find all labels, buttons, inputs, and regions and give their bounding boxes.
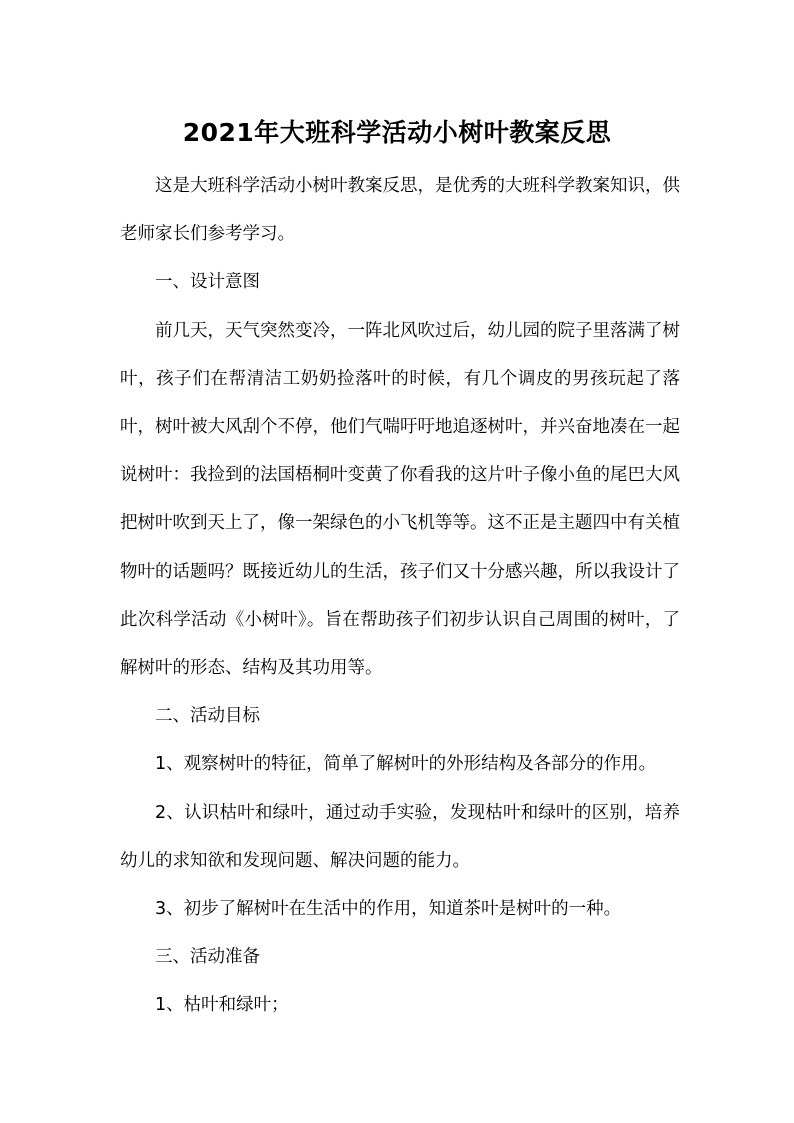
intro-paragraph: 这是大班科学活动小树叶教案反思，是优秀的大班科学教案知识，供老师家长们参考学习。 bbox=[120, 176, 680, 245]
goal-item-3: 3、初步了解树叶在生活中的作用，知道茶叶是树叶的一种。 bbox=[155, 899, 622, 920]
goal-item-1: 1、观察树叶的特征，简单了解树叶的外形结构及各部分的作用。 bbox=[155, 754, 657, 775]
section-heading-activity-preparation: 三、活动准备 bbox=[155, 947, 260, 968]
document-body bbox=[120, 162, 680, 1030]
goal-item-2: 2、认识枯叶和绿叶，通过动手实验，发现枯叶和绿叶的区别，培养幼儿的求知欲和发现问题、解决问题的能力。 bbox=[120, 802, 680, 871]
section-heading-activity-goals: 二、活动目标 bbox=[155, 706, 260, 727]
preparation-item-1: 1、枯叶和绿叶； bbox=[155, 995, 289, 1016]
section-heading-design-intent: 一、设计意图 bbox=[155, 272, 260, 293]
design-intent-paragraph: 前几天，天气突然变冷，一阵北风吹过后，幼儿园的院子里落满了树叶，孩子们在帮清洁工奶奶捡落叶的时候，有几个调皮的男孩玩起了落叶，树叶被大风刮个不停，他们气喘吁吁地追逐树叶，并兴奋地凑在一起说树叶：我捡到的法国梧桐叶变黄了你看我的这片叶子像小鱼的尾巴大风把树叶吹到天上了，像一架绿色的小飞机等等。这不正是主题四中有关植物叶的话题吗？既接近幼儿的生活，孩子们又十分感兴趣，所以我设计了此次科学活动《小树叶》。旨在帮助孩子们初步认识自己周围的树叶，了解树叶的形态、结构及其功用等。 bbox=[120, 320, 680, 679]
page-title: 2021年大班科学活动小树叶教案反思 bbox=[182, 117, 612, 147]
